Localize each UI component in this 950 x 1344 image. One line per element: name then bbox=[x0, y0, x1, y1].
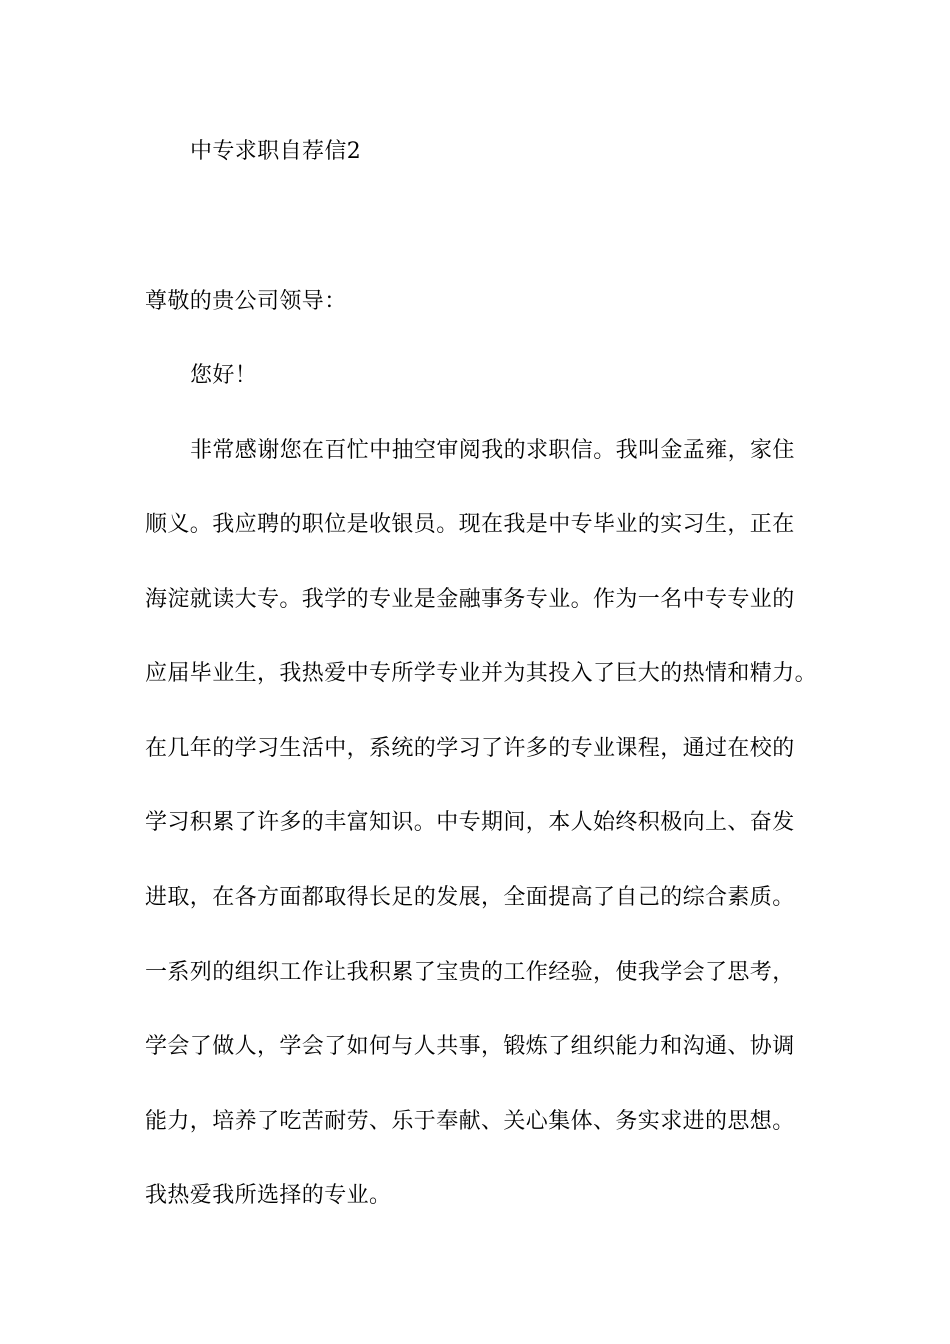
body-line: 学会了做人，学会了如何与人共事，锻炼了组织能力和沟通、协调 bbox=[145, 1034, 795, 1059]
body-line: 进取，在各方面都取得长足的发展，全面提高了自己的综合素质。 bbox=[145, 885, 795, 910]
body-line: 一系列的组织工作让我积累了宝贵的工作经验，使我学会了思考， bbox=[145, 960, 795, 985]
body-line: 海淀就读大专。我学的专业是金融事务专业。作为一名中专专业的 bbox=[145, 587, 795, 612]
body-line: 顺义。我应聘的职位是收银员。现在我是中专毕业的实习生，正在 bbox=[145, 512, 795, 537]
body-line: 能力，培养了吃苦耐劳、乐于奉献、关心集体、务实求进的思想。 bbox=[145, 1109, 795, 1134]
greeting: 您好！ bbox=[190, 363, 258, 388]
document-title: 中专求职自荐信2 bbox=[190, 139, 362, 164]
body-line: 非常感谢您在百忙中抽空审阅我的求职信。我叫金孟雍，家住 bbox=[190, 438, 795, 463]
body-line: 在几年的学习生活中，系统的学习了许多的专业课程，通过在校的 bbox=[145, 736, 795, 761]
salutation: 尊敬的贵公司领导： bbox=[145, 289, 347, 314]
body-line: 应届毕业生，我热爱中专所学专业并为其投入了巨大的热情和精力。 bbox=[145, 661, 818, 686]
body-line: 我热爱我所选择的专业。 bbox=[145, 1183, 392, 1208]
body-line: 学习积累了许多的丰富知识。中专期间，本人始终积极向上、奋发 bbox=[145, 810, 795, 835]
